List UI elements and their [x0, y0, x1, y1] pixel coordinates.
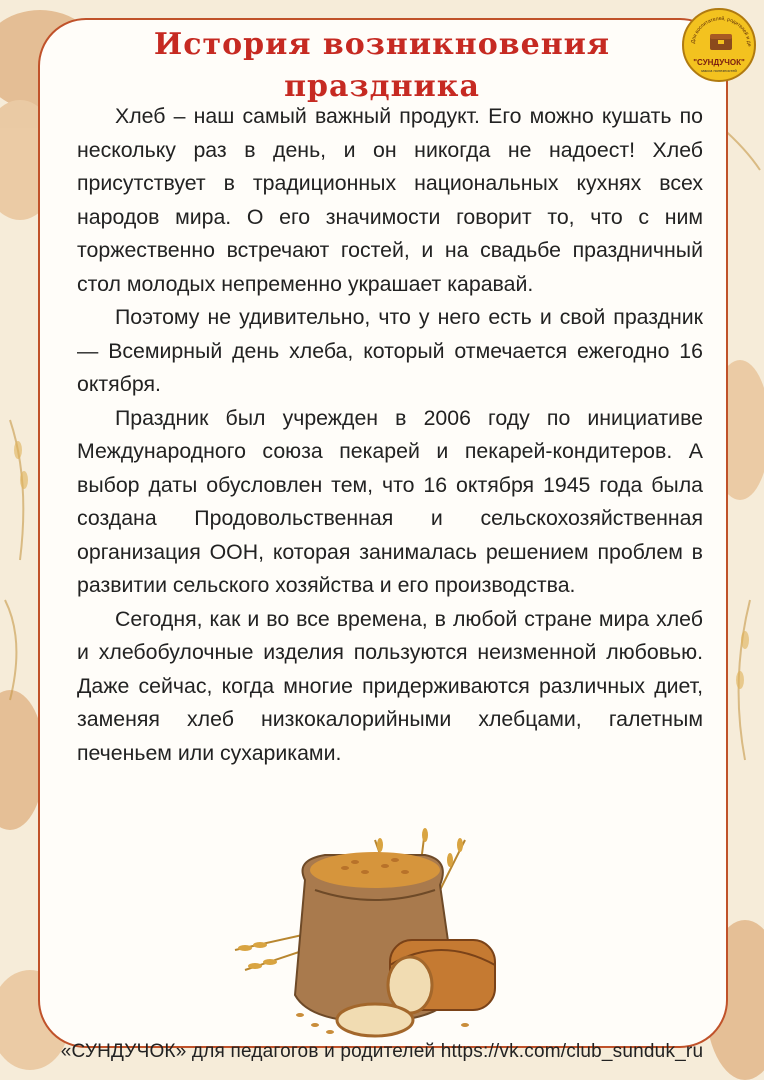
title-line-1: История возникновения — [153, 27, 611, 62]
paragraph-4: Сегодня, как и во все времена, в любой стране мира хлеб и хлебобулочные изделия пользуются неизменной любовью. Даже сейчас, когда многие придерживаются различных диет, заменяя хлеб низкокалорийными хлебцами, галетным печеньем или сухариками. — [77, 606, 703, 765]
page-title — [40, 24, 724, 108]
logo-ring-text: Для воспитателей, родителей и де — [690, 15, 753, 47]
paragraph-2: Поэтому не удивительно, что у него есть и свой праздник — Всемирный день хлеба, который отмечается ежегодно 16 октября. — [77, 305, 703, 396]
grain-sack-with-bread-icon — [225, 800, 515, 1040]
logo-subtitle: масса полезностей — [701, 68, 737, 73]
footer-credit: «СУНДУЧОК» для педагогов и родителей https://vk.com/club_sunduk_ru — [60, 1041, 704, 1062]
logo-name: "СУНДУЧОК" — [693, 58, 745, 67]
paragraph-1: Хлеб – наш самый важный продукт. Его можно кушать по нескольку раз в день, и он никогда не надоест! Хлеб присутствует в традиционных национальных кухнях всех народов мира. О его значимости говорит то, что с ним торжественно встречают гостей, и на свадьбе праздничный стол молодых непременно украшает каравай. — [77, 104, 703, 296]
chest-logo-icon — [682, 8, 756, 82]
paragraph-3: Праздник был учрежден в 2006 году по инициативе Международного союза пекарей и пекарей-кондитеров. А выбор даты обусловлен тем, что 16 октября 1945 года была создана Продовольственная и сельскохозяйственная организация ООН, которая занималась решением проблем в развитии сельского хозяйства и его производства. — [77, 405, 703, 597]
title-line-2: праздника — [284, 69, 480, 104]
article-body — [77, 100, 703, 770]
